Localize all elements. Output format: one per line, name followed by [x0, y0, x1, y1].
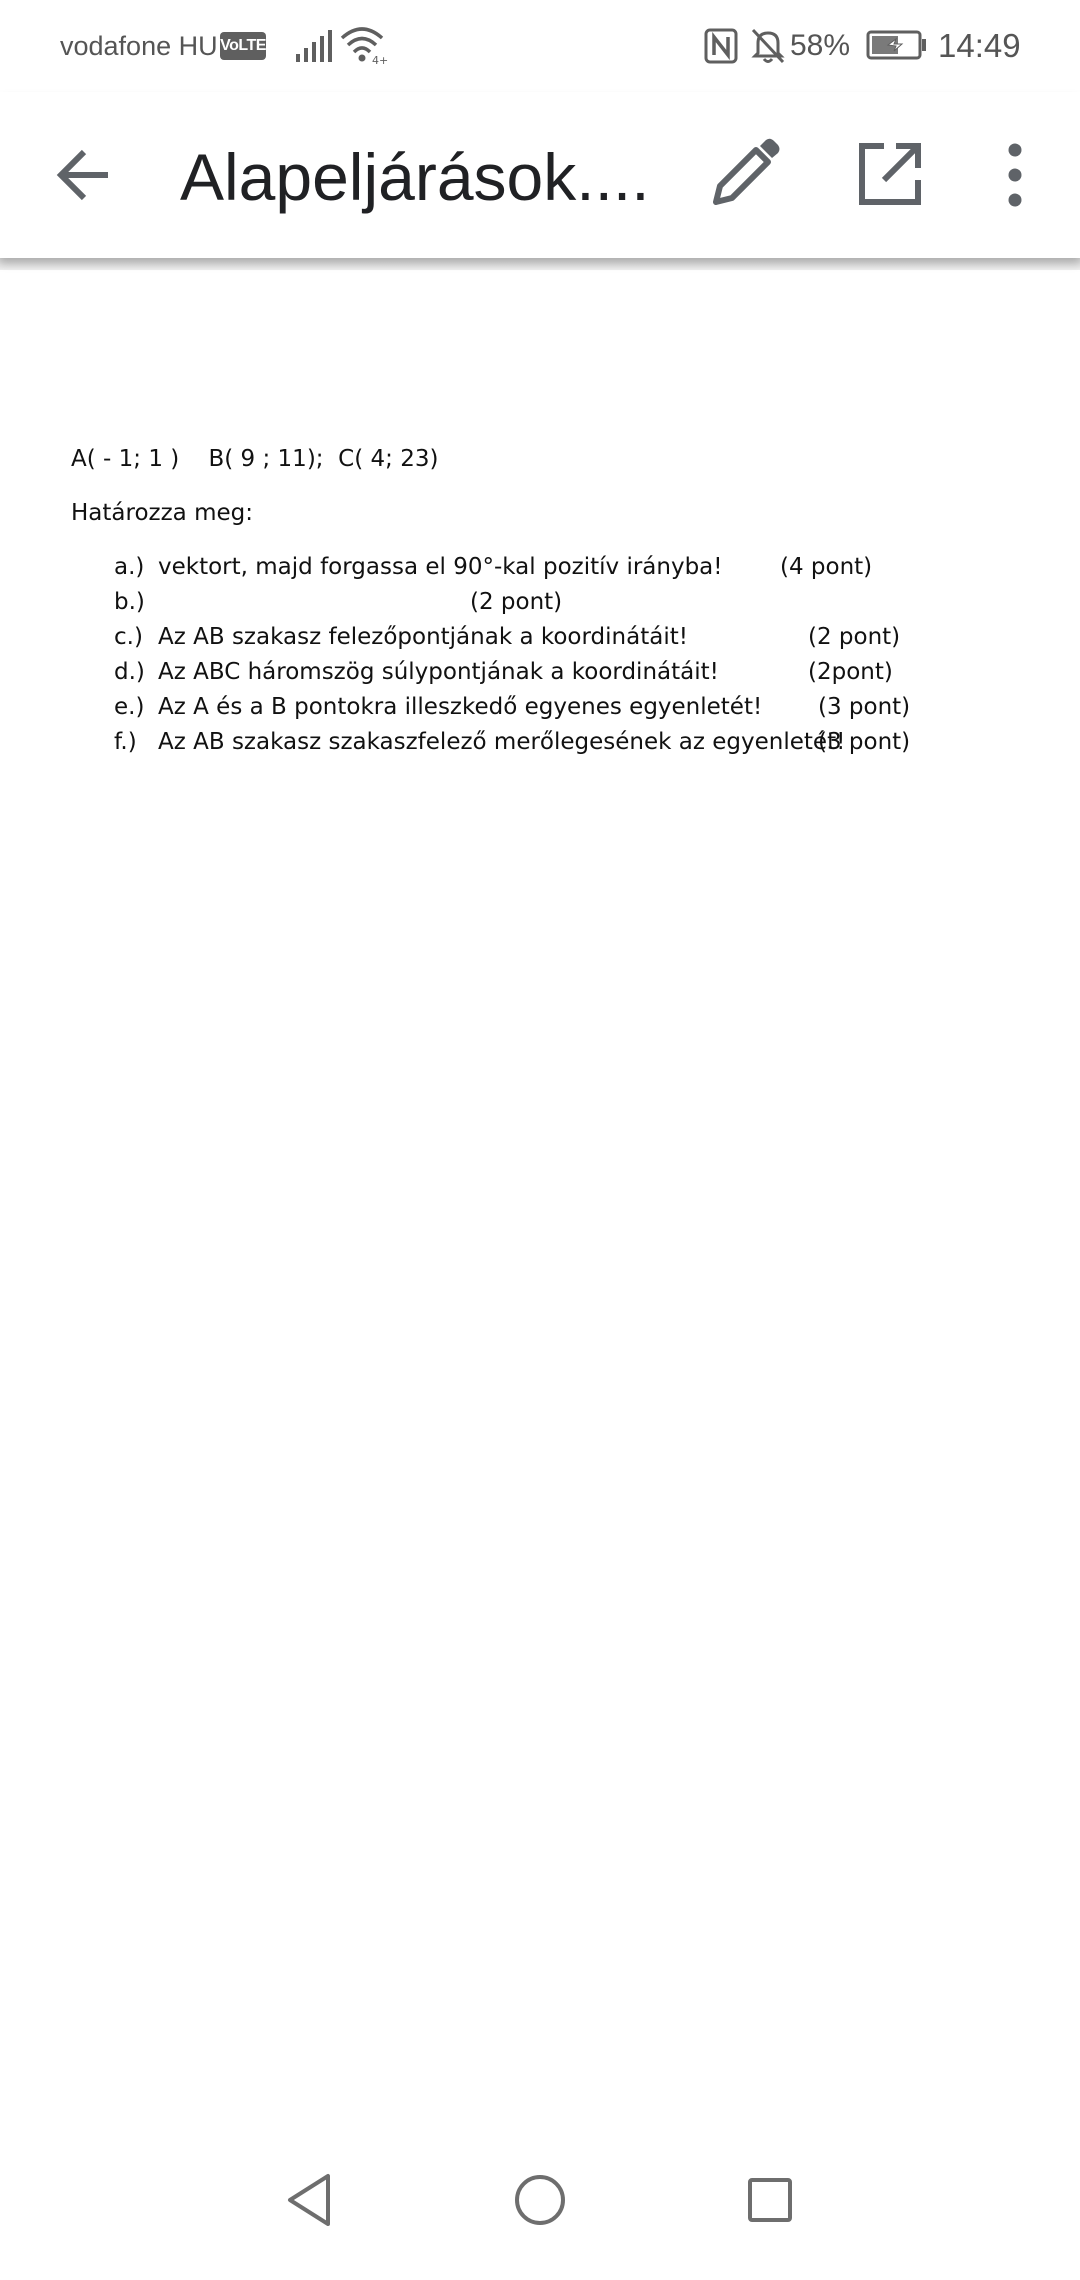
points-coordinates: A( - 1; 1 ) B( 9 ; 11); C( 4; 23) — [71, 446, 439, 472]
nfc-icon — [704, 28, 738, 64]
edit-button[interactable] — [700, 132, 786, 218]
document-title: Alapeljárások.... — [180, 140, 650, 214]
nav-back-icon[interactable] — [282, 2170, 338, 2230]
more-options-button[interactable] — [990, 132, 1040, 218]
task-text: Az AB szakasz szakaszfelező merőlegesének az egyenletét! — [158, 729, 846, 755]
task-points: (4 pont) — [780, 554, 873, 580]
nav-recents-icon[interactable] — [742, 2170, 798, 2230]
task-text: Az AB szakasz felezőpontjának a koordinátáit! — [158, 624, 688, 650]
task-text: Az ABC háromszög súlypontjának a koordinátáit! — [158, 659, 719, 685]
clock: 14:49 — [938, 27, 1021, 64]
task-label: b.) — [114, 589, 145, 615]
task-item — [114, 725, 934, 760]
task-intro: Határozza meg: — [71, 500, 253, 526]
task-label: c.) — [114, 624, 143, 650]
wifi-icon — [340, 26, 389, 67]
app-bar — [0, 92, 1080, 258]
carrier-name: vodafone HU — [60, 31, 218, 61]
open-in-new-icon — [846, 132, 932, 218]
task-text: vektort, majd forgassa el 90°-kal pozitív irányba! — [158, 554, 723, 580]
task-points: (2pont) — [808, 659, 893, 685]
task-label: e.) — [114, 694, 145, 720]
task-item — [114, 620, 934, 655]
document-page — [0, 270, 1080, 2130]
task-label: a.) — [114, 554, 145, 580]
task-points: (2 pont) — [470, 589, 563, 615]
arrow-back-icon — [48, 130, 138, 220]
task-item — [114, 550, 934, 585]
task-points: (3 pont) — [818, 729, 911, 755]
status-bar — [0, 0, 1080, 92]
volte-badge: VoLTE — [220, 32, 266, 60]
svg-text:4+: 4+ — [372, 54, 389, 67]
task-points: (3 pont) — [818, 694, 911, 720]
task-item — [114, 585, 934, 620]
task-label: f.) — [114, 729, 137, 755]
task-points: (2 pont) — [808, 624, 901, 650]
nav-home-icon[interactable] — [512, 2170, 568, 2230]
task-item — [114, 690, 934, 725]
navigation-bar — [0, 2130, 1080, 2280]
back-button[interactable] — [48, 130, 138, 220]
task-item — [114, 655, 934, 690]
battery-percent: 58% — [790, 29, 851, 62]
cell-signal-icon — [296, 30, 332, 62]
app-bar-shadow — [0, 258, 1080, 270]
open-in-new-button[interactable] — [846, 132, 932, 218]
bell-off-icon — [750, 27, 786, 65]
task-label: d.) — [114, 659, 145, 685]
edit-pencil-icon — [700, 132, 786, 218]
more-vert-icon — [990, 132, 1040, 218]
task-text: Az A és a B pontokra illeszkedő egyenes egyenletét! — [158, 694, 763, 720]
battery-charging-icon — [866, 30, 928, 60]
